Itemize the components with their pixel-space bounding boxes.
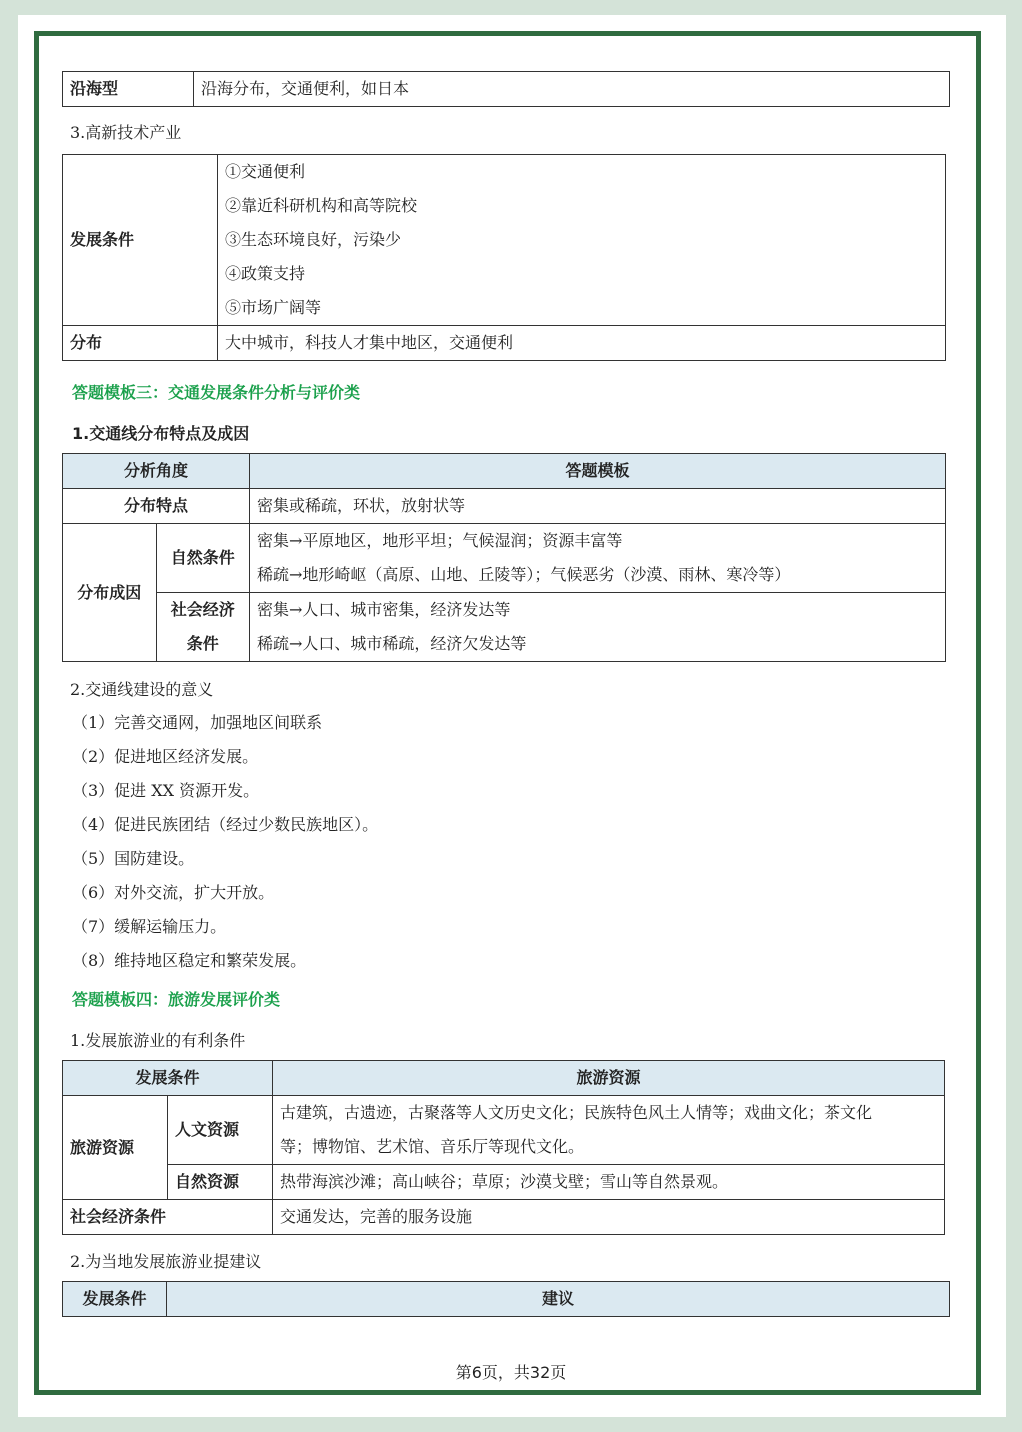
suggestion-header-cond: 发展条件	[63, 1282, 167, 1317]
natural-line: 密集→平原地区，地形平坦；气候湿润；资源丰富等	[257, 531, 623, 550]
natural-text	[250, 524, 946, 593]
human-line: 古建筑，古遗迹，古聚落等人文历史文化；民族特色风土人情等；戏曲文化；茶文化	[280, 1103, 873, 1122]
template3-sub2: 2.交通线建设的意义	[70, 680, 214, 699]
coastal-text: 沿海分布，交通便利，如日本	[194, 72, 950, 107]
suggestion-header-advice: 建议	[167, 1282, 950, 1317]
condition-item: ④政策支持	[225, 264, 306, 283]
significance-item: （5）国防建设。	[72, 849, 195, 868]
hightech-dist-label: 分布	[63, 326, 218, 361]
transport-table	[62, 453, 946, 662]
hightech-conditions	[218, 155, 946, 326]
hightech-dist-text: 大中城市，科技人才集中地区，交通便利	[218, 326, 946, 361]
coastal-label: 沿海型	[63, 72, 194, 107]
socio-label: 社会经济 条件	[156, 593, 250, 662]
significance-item: （1）完善交通网，加强地区间联系	[72, 713, 323, 732]
condition-item: ②靠近科研机构和高等院校	[225, 196, 418, 215]
human-resource-text	[273, 1096, 945, 1165]
significance-item: （6）对外交流，扩大开放。	[72, 883, 275, 902]
feature-text: 密集或稀疏，环状，放射状等	[250, 489, 946, 524]
hightech-cond-label: 发展条件	[63, 155, 218, 326]
cause-label: 分布成因	[63, 524, 157, 662]
condition-item: ①交通便利	[225, 162, 306, 181]
socio-line: 稀疏→人口、城市稀疏，经济欠发达等	[257, 634, 527, 653]
template4-sub1: 1.发展旅游业的有利条件	[70, 1031, 246, 1050]
human-line: 等；博物馆、艺术馆、音乐厅等现代文化。	[280, 1137, 585, 1156]
feature-label: 分布特点	[63, 489, 250, 524]
template4-title: 答题模板四：旅游发展评价类	[72, 990, 281, 1009]
page-footer: 第6页，共32页	[455, 1363, 567, 1382]
tourism-header-cond: 发展条件	[63, 1061, 273, 1096]
significance-item: （2）促进地区经济发展。	[72, 747, 259, 766]
template3-title: 答题模板三：交通发展条件分析与评价类	[72, 383, 361, 402]
coastal-table	[62, 71, 950, 107]
template4-sub2: 2.为当地发展旅游业提建议	[70, 1252, 262, 1271]
template3-sub1: 1.交通线分布特点及成因	[72, 424, 250, 443]
nature-resource-text: 热带海滨沙滩；高山峡谷；草原；沙漠戈壁；雪山等自然景观。	[273, 1165, 945, 1200]
significance-item: （4）促进民族团结（经过少数民族地区）。	[72, 815, 379, 834]
natural-line: 稀疏→地形崎岖（高原、山地、丘陵等）；气候恶劣（沙漠、雨林、寒冷等）	[257, 565, 791, 584]
significance-item: （8）维持地区稳定和繁荣发展。	[72, 951, 307, 970]
socio-econ-label: 社会经济条件	[63, 1200, 273, 1235]
hightech-heading: 3.高新技术产业	[70, 123, 182, 142]
transport-header-angle: 分析角度	[63, 454, 250, 489]
hightech-table	[62, 154, 946, 361]
socio-line: 密集→人口、城市密集，经济发达等	[257, 600, 511, 619]
condition-item: ⑤市场广阔等	[225, 298, 322, 317]
natural-label: 自然条件	[156, 524, 250, 593]
nature-resource-label: 自然资源	[168, 1165, 273, 1200]
resource-label: 旅游资源	[63, 1096, 168, 1200]
tourism-table	[62, 1060, 945, 1235]
significance-item: （7）缓解运输压力。	[72, 917, 227, 936]
significance-item: （3）促进 XX 资源开发。	[72, 781, 260, 800]
suggestion-table	[62, 1281, 950, 1317]
socio-econ-text: 交通发达，完善的服务设施	[273, 1200, 945, 1235]
socio-text	[250, 593, 946, 662]
human-resource-label: 人文资源	[168, 1096, 273, 1165]
transport-header-template: 答题模板	[250, 454, 946, 489]
condition-item: ③生态环境良好，污染少	[225, 230, 402, 249]
tourism-header-res: 旅游资源	[273, 1061, 945, 1096]
